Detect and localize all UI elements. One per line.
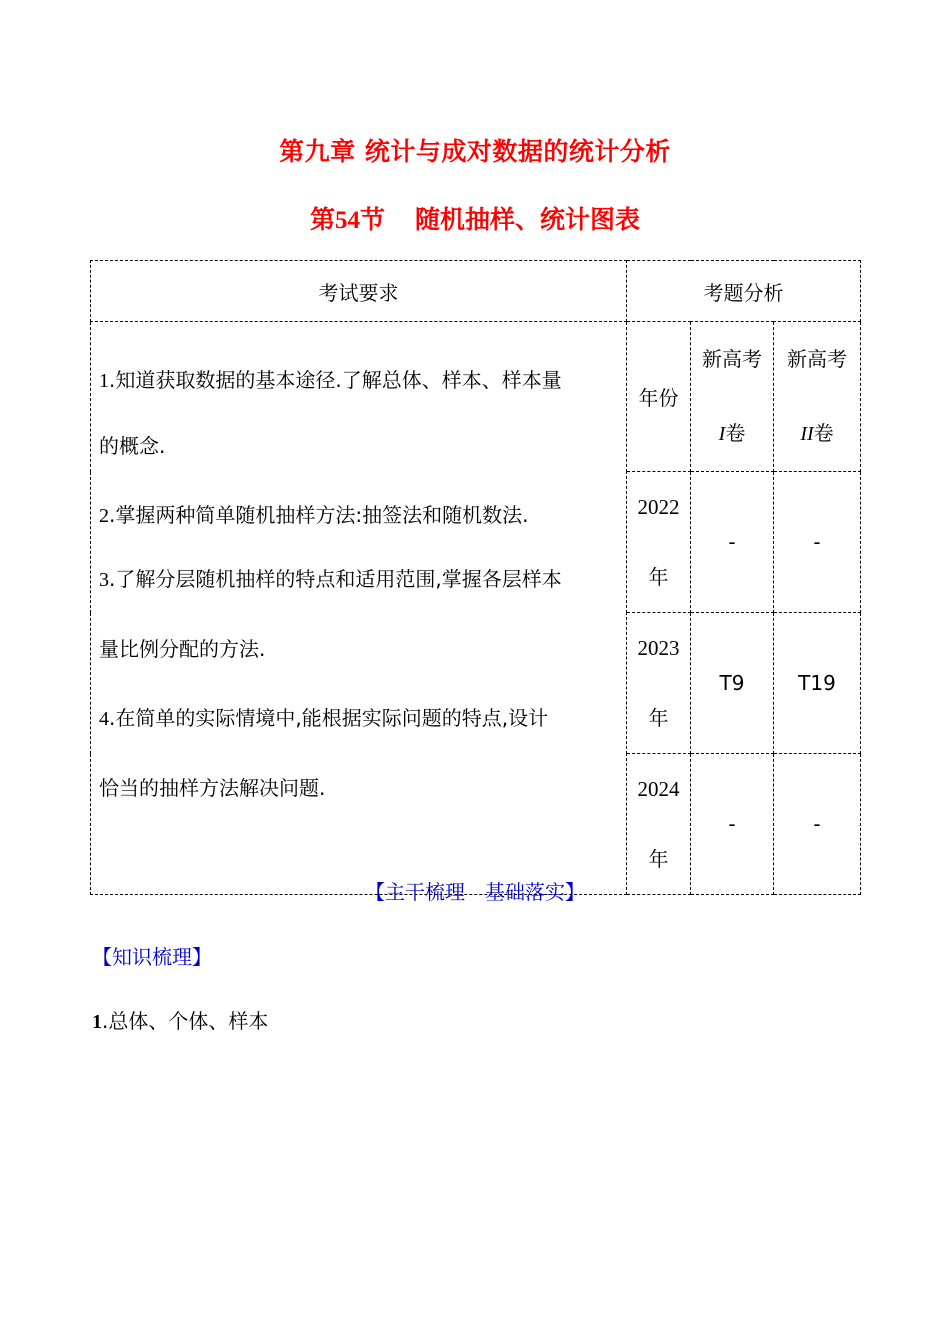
header-analysis: 考题分析: [627, 261, 861, 322]
section-number: 54: [334, 207, 360, 234]
vol2-value: -: [774, 754, 861, 895]
year-value: 2022: [637, 495, 680, 519]
item-1-heading: [92, 1005, 268, 1034]
req-3-line-b: 量比例分配的方法.: [99, 637, 266, 661]
col-year-header: 年份: [627, 322, 691, 472]
chapter-title: 第九章 统计与成对数据的统计分析: [279, 137, 671, 166]
requirements-table: [90, 260, 861, 895]
banner-part1: 主干梳理: [385, 880, 465, 904]
year-cell: [627, 472, 691, 613]
requirement-item-3: 3.了解分层随机抽样的特点和适用范围,掌握各层样本: [99, 567, 562, 591]
item-1-text: .总体、个体、样本: [102, 1009, 269, 1033]
col-vol1-top: 新高考: [702, 347, 762, 371]
banner-close: 】: [565, 880, 585, 904]
year-value: 2024: [637, 777, 680, 801]
requirements-cell: [91, 322, 627, 895]
col-vol1-mark: I: [718, 423, 726, 445]
section-title: [0, 200, 950, 236]
section-banner: [0, 876, 950, 905]
year-cell: [627, 613, 691, 754]
req-4-line-b: 恰当的抽样方法解决问题.: [99, 776, 326, 800]
year-value: 2023: [637, 636, 680, 660]
req-4-line-a: .在简单的实际情境中,能根据实际问题的特点,设计: [109, 706, 549, 730]
req-1-line-b: 的概念.: [99, 434, 166, 458]
req-3-line-a: .了解分层随机抽样的特点和适用范围,掌握各层样本: [109, 567, 562, 591]
year-unit: 年: [648, 847, 669, 871]
year-unit: 年: [648, 706, 669, 730]
header-requirements: 考试要求: [91, 261, 627, 322]
banner-open: 【: [365, 880, 385, 904]
requirement-item-4: 4.在简单的实际情境中,能根据实际问题的特点,设计: [99, 706, 549, 730]
vol2-value: T19: [774, 613, 861, 754]
section-suffix: 节: [359, 205, 385, 234]
vol1-value: -: [691, 472, 774, 613]
year-unit: 年: [648, 565, 669, 589]
vol1-value: -: [691, 754, 774, 895]
col-vol2-suffix: 卷: [813, 421, 834, 445]
col-vol1-suffix: 卷: [725, 421, 746, 445]
year-cell: [627, 754, 691, 895]
vol2-value: -: [774, 472, 861, 613]
requirement-item-1: 1.知道获取数据的基本途径.了解总体、样本、样本量: [99, 368, 562, 392]
col-vol2-header: [774, 322, 861, 472]
vol1-value: T9: [691, 613, 774, 754]
req-1-line-a: .知道获取数据的基本途径.了解总体、样本、样本量: [109, 368, 562, 392]
requirement-item-2: 2.掌握两种简单随机抽样方法:抽签法和随机数法.: [99, 503, 529, 527]
col-vol2-mark: II: [800, 423, 814, 445]
req-2: .掌握两种简单随机抽样方法:抽签法和随机数法.: [109, 503, 529, 527]
section-prefix: 第: [309, 205, 335, 234]
section-name: 随机抽样、统计图表: [415, 205, 641, 234]
banner-part2: 基础落实: [485, 880, 565, 904]
item-1-number: 1: [92, 1011, 102, 1033]
col-vol2-top: 新高考: [787, 347, 847, 371]
knowledge-heading: 【知识梳理】: [92, 945, 212, 969]
col-vol1-header: [691, 322, 774, 472]
